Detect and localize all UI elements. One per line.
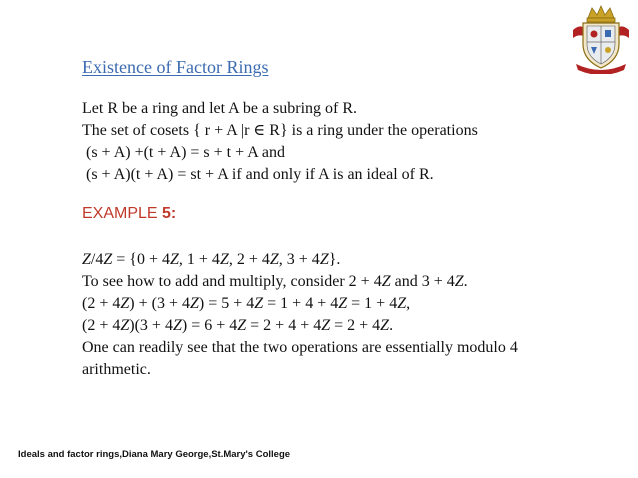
example-label: EXAMPLE <box>82 205 163 222</box>
definition-line: (s + A)(t + A) = st + A if and only if A is an ideal of R. <box>82 166 434 183</box>
example-line: One can readily see that the two operations are essentially modulo 4 <box>82 339 518 356</box>
definition-line: Let R be a ring and let A be a subring of R. <box>82 100 358 117</box>
slide-title: Existence of Factor Rings <box>82 57 269 77</box>
example-line: arithmetic. <box>82 361 151 378</box>
example-line: Z/4Z = {0 + 4Z, 1 + 4Z, 2 + 4Z, 3 + 4Z}. <box>82 251 341 268</box>
definition-line: The set of cosets { r + A |r ∈ R} is a ring under the operations <box>82 122 478 139</box>
example-number: 5: <box>162 205 177 222</box>
example-line: To see how to add and multiply, consider 2 + 4Z and 3 + 4Z. <box>82 273 468 290</box>
example-heading <box>82 205 176 223</box>
definition-paragraph <box>82 98 478 186</box>
slide-footer: Ideals and factor rings,Diana Mary George,St.Mary's College <box>18 449 291 460</box>
definition-line: (s + A) +(t + A) = s + t + A and <box>82 144 286 161</box>
example-paragraph <box>82 249 518 381</box>
college-crest-icon <box>570 4 632 74</box>
example-line: (2 + 4Z)(3 + 4Z) = 6 + 4Z = 2 + 4 + 4Z = 2 + 4Z. <box>82 317 394 334</box>
example-line: (2 + 4Z) + (3 + 4Z) = 5 + 4Z = 1 + 4 + 4Z = 1 + 4Z, <box>82 295 411 312</box>
